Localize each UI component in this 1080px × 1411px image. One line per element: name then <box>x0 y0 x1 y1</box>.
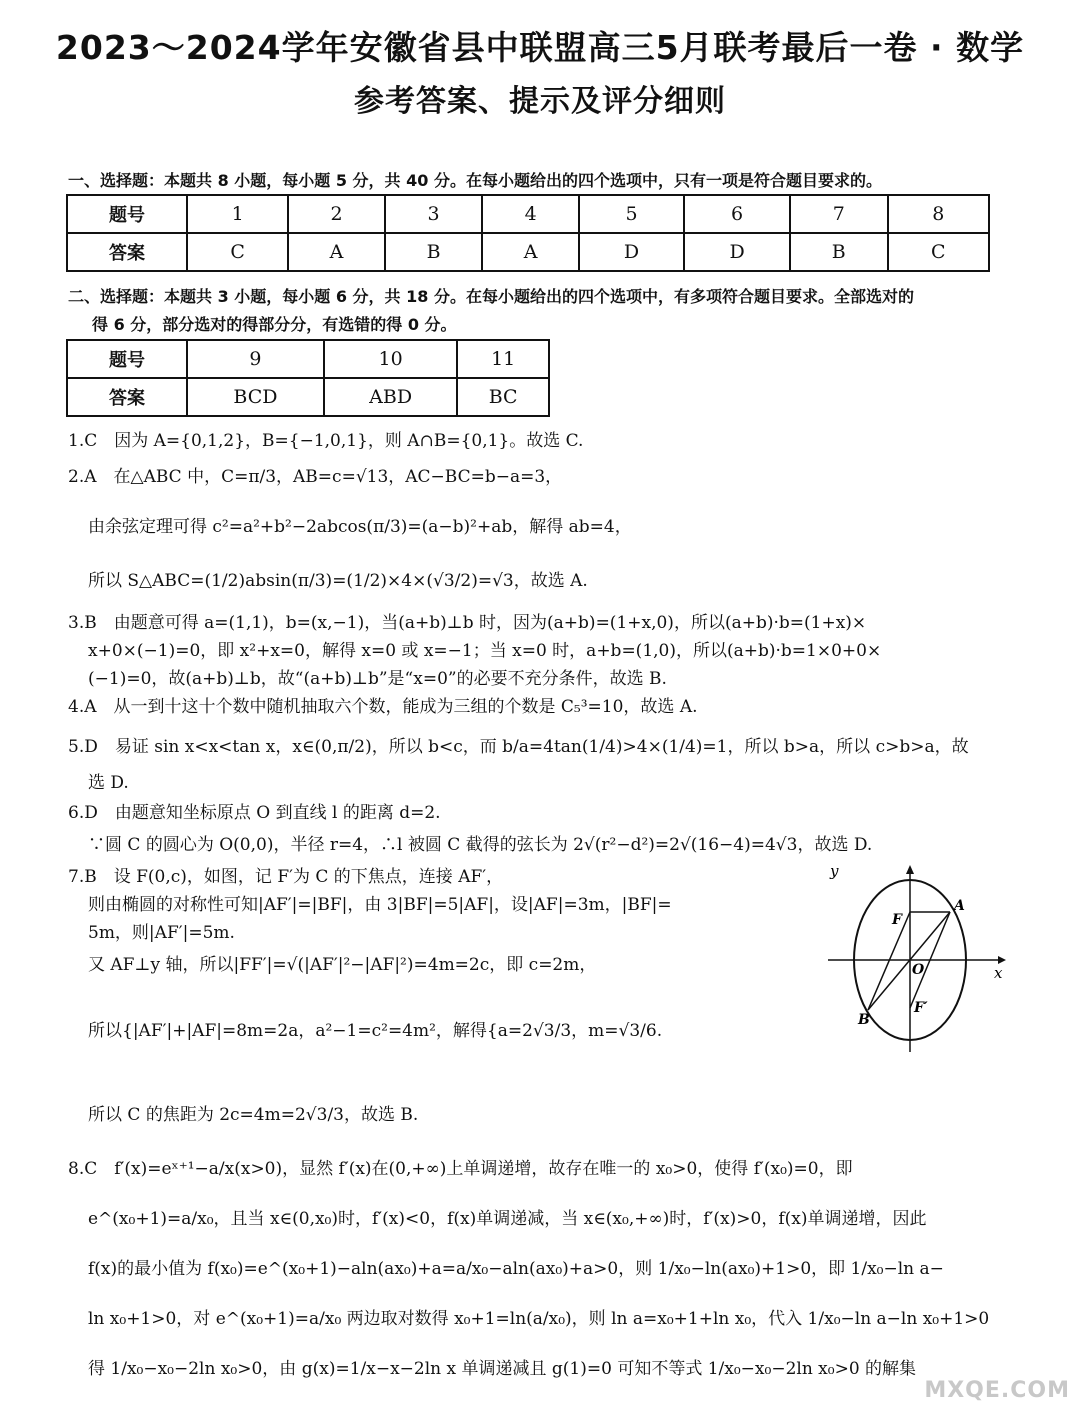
solution-6-line-2: ∵圆 C 的圆心为 O(0,0)，半径 r=4，∴l 被圆 C 截得的弦长为 2√(r²−d²)=2√(16−4)=4√3，故选 D. <box>88 835 873 855</box>
solution-3-line-2: x+0×(−1)=0，即 x²+x=0，解得 x=0 或 x=−1；当 x=0 时，a+b=(1,0)，所以(a+b)·b=1×0+0× <box>88 641 882 661</box>
table-row <box>67 378 549 416</box>
label-F: F <box>892 912 902 928</box>
solution-7-line-4: 又 AF⊥y 轴，所以|FF′|=√(|AF′|²−|AF|²)=4m=2c，即 c=2m， <box>88 955 597 975</box>
solution-2-line-2: 由余弦定理可得 c²=a²+b²−2abcos(π/3)=(a−b)²+ab，解得 ab=4， <box>88 517 632 537</box>
label-x: x <box>994 964 1003 982</box>
label-B: B <box>858 1012 870 1028</box>
label-F-prime: F′ <box>914 1000 928 1016</box>
table-cell: D <box>684 233 790 271</box>
table-cell: 1 <box>187 195 288 233</box>
table-cell: BCD <box>187 378 324 416</box>
table-cell: 5 <box>579 195 685 233</box>
solution-1: 1.C 因为 A={0,1,2}，B={−1,0,1}，则 A∩B={0,1}。故选 C. <box>68 431 584 451</box>
table-cell: 9 <box>187 340 324 378</box>
answer-table-2 <box>66 339 550 417</box>
row-label: 答案 <box>67 233 187 271</box>
solution-8-line-5: 得 1/x₀−x₀−2ln x₀>0，由 g(x)=1/x−x−2ln x 单调递减且 g(1)=0 可知不等式 1/x₀−x₀−2ln x₀>0 的解集 <box>88 1359 917 1379</box>
ellipse-figure <box>822 862 1012 1057</box>
table-row <box>67 340 549 378</box>
table-cell: 7 <box>790 195 888 233</box>
solution-8-line-1: 8.C f′(x)=eˣ⁺¹−a/x(x>0)，显然 f′(x)在(0,+∞)上单调递增，故存在唯一的 x₀>0，使得 f′(x₀)=0，即 <box>68 1159 853 1179</box>
solution-7-line-6: 所以 C 的焦距为 2c=4m=2√3/3，故选 B. <box>88 1105 419 1125</box>
solution-8-line-2: e^(x₀+1)=a/x₀，且当 x∈(0,x₀)时，f′(x)<0，f(x)单调递减，当 x∈(x₀,+∞)时，f′(x)>0，f(x)单调递增，因此 <box>88 1209 927 1229</box>
table-cell: B <box>385 233 483 271</box>
label-y: y <box>830 862 839 880</box>
solution-7-line-1: 7.B 设 F(0,c)，如图，记 F′为 C 的下焦点，连接 AF′， <box>68 867 504 887</box>
watermark: MXQE.COM <box>924 1378 1070 1403</box>
solution-3-line-3: (−1)=0，故(a+b)⊥b，故“(a+b)⊥b”是“x=0”的必要不充分条件，故选 B. <box>88 669 667 689</box>
table-row <box>67 233 989 271</box>
label-O: O <box>912 962 925 978</box>
solution-5-line-2: 选 D. <box>88 773 129 793</box>
solution-4: 4.A 从一到十这十个数中随机抽取六个数，能成为三组的个数是 C₅³=10，故选 A. <box>68 697 698 717</box>
segment-AB <box>868 912 950 1010</box>
section1-heading: 一、选择题：本题共 8 小题，每小题 5 分，共 40 分。在每小题给出的四个选项中，只有一项是符合题目要求的。 <box>68 171 882 190</box>
row-label: 题号 <box>67 340 187 378</box>
solution-7-line-3: 5m，则|AF′|=5m. <box>88 923 235 943</box>
table-cell: 6 <box>684 195 790 233</box>
solution-2-line-3: 所以 S△ABC=(1/2)absin(π/3)=(1/2)×4×(√3/2)=√3，故选 A. <box>88 571 588 591</box>
solution-7-line-5: 所以{|AF′|+|AF|=8m=2a，a²−1=c²=4m²，解得{a=2√3/3，m=√3/6. <box>88 1021 663 1041</box>
table-cell: ABD <box>324 378 457 416</box>
answer-table-1 <box>66 194 990 272</box>
page-title: 2023～2024学年安徽省县中联盟高三5月联考最后一卷 · 数学 <box>55 28 1025 67</box>
table-cell: C <box>187 233 288 271</box>
section2-heading-line2: 得 6 分，部分选对的得部分分，有选错的得 0 分。 <box>92 315 457 334</box>
solution-8-line-3: f(x)的最小值为 f(x₀)=e^(x₀+1)−aln(ax₀)+a=a/x₀−aln(ax₀)+a>0，则 1/x₀−ln(ax₀)+1>0，即 1/x₀−ln a− <box>88 1259 944 1279</box>
solution-5-line-1: 5.D 易证 sin x<x<tan x，x∈(0,π/2)，所以 b<c，而 b/a=4tan(1/4)>4×(1/4)=1，所以 b>a，所以 c>b>a，故 <box>68 737 969 757</box>
table-cell: 3 <box>385 195 483 233</box>
page-subtitle: 参考答案、提示及评分细则 <box>354 84 726 119</box>
row-label: 题号 <box>67 195 187 233</box>
solution-6-line-1: 6.D 由题意知坐标原点 O 到直线 l 的距离 d=2. <box>68 803 441 823</box>
solution-2-line-1: 2.A 在△ABC 中，C=π/3，AB=c=√13，AC−BC=b−a=3， <box>68 467 563 487</box>
table-cell: 4 <box>482 195 578 233</box>
solution-3-line-1: 3.B 由题意可得 a=(1,1)，b=(x,−1)，当(a+b)⊥b 时，因为(a+b)=(1+x,0)，所以(a+b)·b=(1+x)× <box>68 613 867 633</box>
table-cell: B <box>790 233 888 271</box>
section2-heading-line1: 二、选择题：本题共 3 小题，每小题 6 分，共 18 分。在每小题给出的四个选项中，有多项符合题目要求。全部选对的 <box>68 287 914 306</box>
label-A: A <box>954 898 965 914</box>
table-cell: 11 <box>457 340 549 378</box>
table-cell: A <box>288 233 384 271</box>
y-axis-arrow-icon <box>906 865 914 874</box>
table-cell: A <box>482 233 578 271</box>
table-cell: 10 <box>324 340 457 378</box>
table-cell: D <box>579 233 685 271</box>
table-cell: C <box>888 233 989 271</box>
table-cell: BC <box>457 378 549 416</box>
segment-FB <box>868 912 910 1010</box>
solution-7-line-2: 则由椭圆的对称性可知|AF′|=|BF|，由 3|BF|=5|AF|，设|AF|=3m，|BF|= <box>88 895 672 915</box>
row-label: 答案 <box>67 378 187 416</box>
x-axis-arrow-icon <box>998 956 1006 964</box>
table-cell: 8 <box>888 195 989 233</box>
solution-8-line-4: ln x₀+1>0，对 e^(x₀+1)=a/x₀ 两边取对数得 x₀+1=ln(a/x₀)，则 ln a=x₀+1+ln x₀，代入 1/x₀−ln a−ln x₀+1>0 <box>88 1309 990 1329</box>
table-row <box>67 195 989 233</box>
table-cell: 2 <box>288 195 384 233</box>
